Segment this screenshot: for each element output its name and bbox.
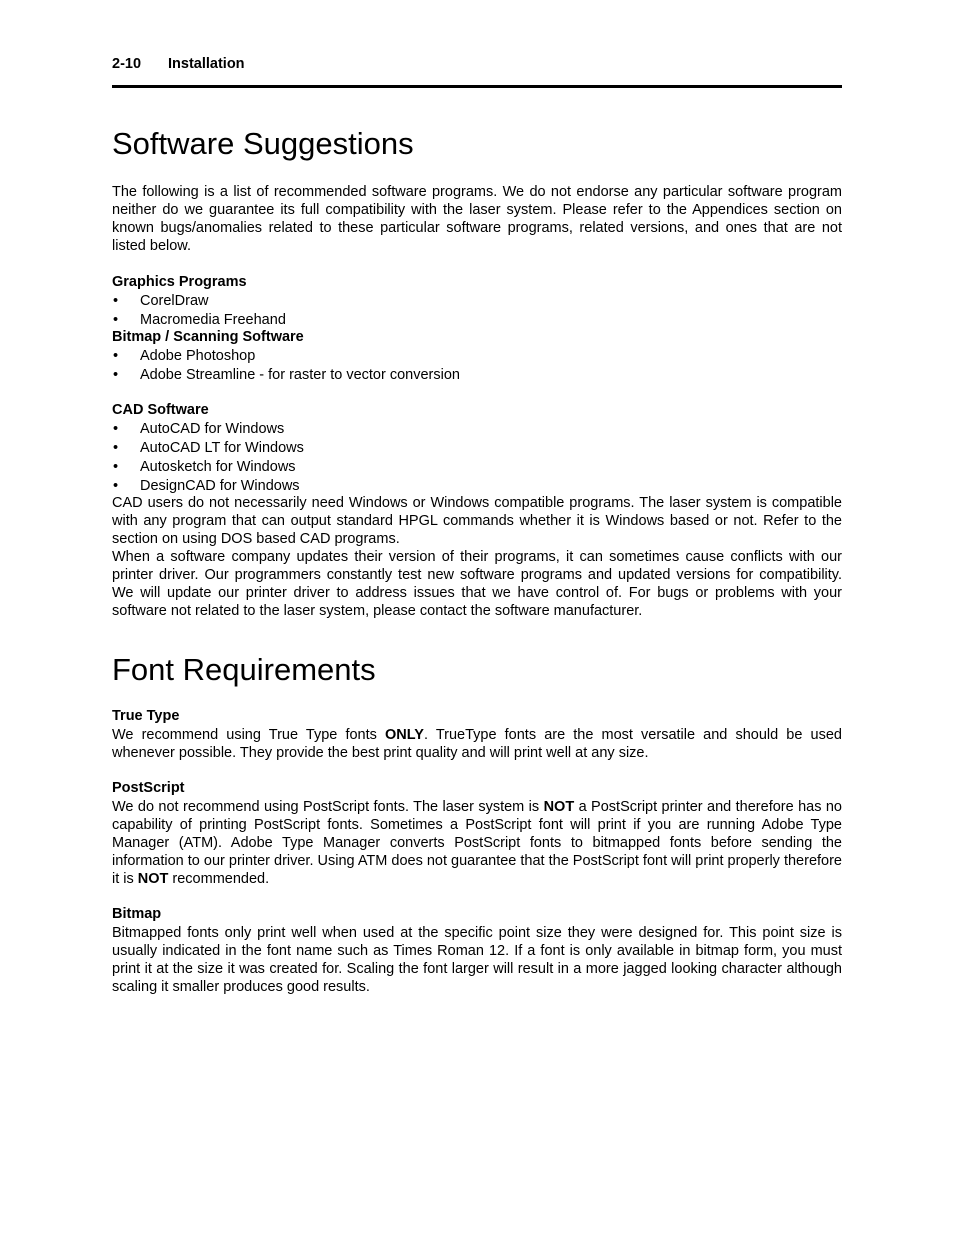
graphics-programs-list: [112, 292, 842, 330]
list-item: • AutoCAD for Windows: [112, 420, 842, 439]
software-intro-paragraph: The following is a list of recommended software programs. We do not endorse any particular software program neither do we guarantee its full compatibility with the laser system. Please refer to the Appendices section on known bugs/anomalies related to these particular software programs, related versions, and ones that are not listed below.: [112, 184, 842, 254]
truetype-heading: True Type: [112, 708, 180, 724]
list-item: • Adobe Photoshop: [112, 347, 842, 366]
truetype-paragraph: We recommend using True Type fonts ONLY. TrueType fonts are the most versatile and should be used whenever possible. They provide the best print quality and will print well at any size.: [112, 727, 842, 761]
cad-software-list: [112, 420, 842, 496]
bitmap-scanning-list: [112, 347, 842, 385]
bitmap-fonts-paragraph: Bitmapped fonts only print well when used at the specific point size they were designed for. This point size is usually indicated in the font name such as Times Roman 12. If a font is only available in bitmap form, you must print it at the size it was created for. Scaling the font larger will result in a more jagged looking character although scaling it smaller produces good results.: [112, 925, 842, 995]
bitmap-fonts-heading: Bitmap: [112, 906, 162, 922]
bitmap-scanning-heading: Bitmap / Scanning Software: [112, 329, 304, 345]
driver-update-paragraph: When a software company updates their version of their programs, it can sometimes cause conflicts with our printer driver. Our programmers constantly test new software programs and updated versions for compatibility. We will update our printer driver to address issues that we have control of. For bugs or problems with your software not related to the laser system, please contact the software manufacturer.: [112, 549, 842, 619]
list-item: • DesignCAD for Windows: [112, 477, 842, 496]
cad-software-heading: CAD Software: [112, 402, 209, 418]
list-item: • Macromedia Freehand: [112, 311, 842, 330]
postscript-paragraph: We do not recommend using PostScript fonts. The laser system is NOT a PostScript printer and therefore has no capability of printing PostScript fonts. Sometimes a PostScript font will print if you are running Adobe Type Manager (ATM). Adobe Type Manager converts PostScript fonts to bitmapped fonts before sending the information to our printer driver. Using ATM does not guarantee that the PostScript font will print properly therefore it is NOT recommended.: [112, 799, 842, 887]
graphics-programs-heading: Graphics Programs: [112, 274, 247, 290]
list-item: • Autosketch for Windows: [112, 458, 842, 477]
page-number: 2-10: [112, 56, 142, 72]
list-item: • CorelDraw: [112, 292, 842, 311]
software-suggestions-heading: Software Suggestions: [112, 126, 414, 161]
list-item: • AutoCAD LT for Windows: [112, 439, 842, 458]
cad-note-paragraph: CAD users do not necessarily need Windows or Windows compatible programs. The laser system is compatible with any program that can output standard HPGL commands whether it is Windows based or not. Refer to the section on using DOS based CAD programs.: [112, 495, 842, 547]
section-name: Installation: [168, 56, 245, 72]
postscript-heading: PostScript: [112, 780, 185, 796]
running-header: [112, 56, 245, 72]
header-rule: [112, 85, 842, 88]
font-requirements-heading: Font Requirements: [112, 652, 376, 687]
page-content: [112, 124, 842, 996]
list-item: • Adobe Streamline - for raster to vector conversion: [112, 366, 842, 385]
